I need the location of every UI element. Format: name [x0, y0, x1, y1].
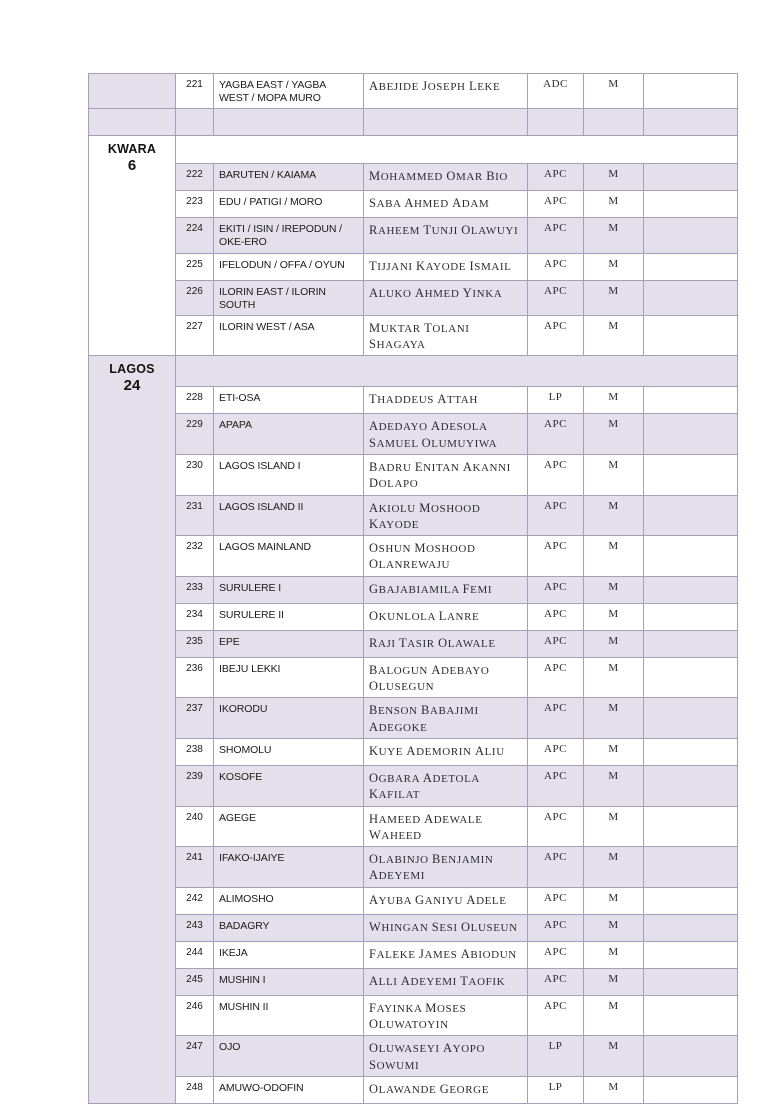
remarks-cell — [644, 315, 738, 356]
table-row — [89, 576, 738, 603]
table-row — [89, 280, 738, 315]
table-row — [89, 657, 738, 698]
serial-number-cell: 228 — [176, 387, 214, 414]
gender-cell: M — [584, 1076, 644, 1103]
gender-cell: M — [584, 1036, 644, 1077]
gender-cell: M — [584, 414, 644, 455]
candidate-cell: OLUWASEYI AYOPO SOWUMI — [364, 1036, 528, 1077]
serial-number-cell: 236 — [176, 657, 214, 698]
party-cell: APC — [528, 765, 584, 806]
serial-number-cell: 243 — [176, 914, 214, 941]
serial-number-cell: 245 — [176, 968, 214, 995]
table-row — [89, 414, 738, 455]
gender-cell: M — [584, 536, 644, 577]
remarks-cell — [644, 191, 738, 218]
constituency-cell: APAPA — [214, 414, 364, 455]
candidate-cell: OLABINJO BENJAMIN ADEYEMI — [364, 847, 528, 888]
gender-cell: M — [584, 387, 644, 414]
party-cell: APC — [528, 576, 584, 603]
constituency-cell: EDU / PATIGI / MORO — [214, 191, 364, 218]
gender-cell: M — [584, 941, 644, 968]
gender-cell: M — [584, 698, 644, 739]
remarks-cell — [644, 1036, 738, 1077]
gender-cell: M — [584, 806, 644, 847]
state-seat-count: 6 — [127, 157, 137, 175]
gender-cell: M — [584, 887, 644, 914]
candidate-cell: OLAWANDE GEORGE — [364, 1076, 528, 1103]
candidates-table — [88, 73, 738, 1104]
candidate-cell: OKUNLOLA LANRE — [364, 603, 528, 630]
constituency-cell: LAGOS ISLAND II — [214, 495, 364, 536]
constituency-cell: ALIMOSHO — [214, 887, 364, 914]
table-row — [89, 914, 738, 941]
remarks-cell — [644, 253, 738, 280]
constituency-cell: IKORODU — [214, 698, 364, 739]
serial-number-cell: 233 — [176, 576, 214, 603]
party-cell: ADC — [528, 74, 584, 109]
party-cell: APC — [528, 995, 584, 1036]
remarks-cell — [644, 657, 738, 698]
party-cell: APC — [528, 847, 584, 888]
party-cell: LP — [528, 1076, 584, 1103]
remarks-cell — [644, 698, 738, 739]
party-cell: APC — [528, 536, 584, 577]
remarks-cell — [644, 74, 738, 109]
remarks-cell — [644, 280, 738, 315]
table-row — [89, 253, 738, 280]
serial-number-cell: 230 — [176, 454, 214, 495]
party-cell: APC — [528, 630, 584, 657]
serial-number-cell: 240 — [176, 806, 214, 847]
serial-number-cell: 239 — [176, 765, 214, 806]
gender-cell: M — [584, 164, 644, 191]
candidate-cell: KUYE ADEMORIN ALIU — [364, 738, 528, 765]
serial-number-cell: 223 — [176, 191, 214, 218]
gender-cell: M — [584, 765, 644, 806]
candidate-cell: ALUKO AHMED YINKA — [364, 280, 528, 315]
serial-number-cell: 234 — [176, 603, 214, 630]
state-name: KWARA — [107, 142, 157, 157]
candidate-cell: AYUBA GANIYU ADELE — [364, 887, 528, 914]
constituency-cell: OJO — [214, 1036, 364, 1077]
remarks-cell — [644, 941, 738, 968]
constituency-cell: SHOMOLU — [214, 738, 364, 765]
serial-number-cell: 238 — [176, 738, 214, 765]
remarks-cell — [644, 914, 738, 941]
table-row — [89, 1076, 738, 1103]
candidate-cell: RAJI TASIR OLAWALE — [364, 630, 528, 657]
remarks-cell — [644, 968, 738, 995]
table-row — [89, 387, 738, 414]
constituency-cell: IKEJA — [214, 941, 364, 968]
constituency-cell: ILORIN EAST / ILORIN SOUTH — [214, 280, 364, 315]
gender-cell: M — [584, 576, 644, 603]
state-cell — [89, 74, 176, 109]
constituency-cell: BADAGRY — [214, 914, 364, 941]
serial-number-cell: 221 — [176, 74, 214, 109]
section-spacer-cell — [176, 136, 738, 164]
serial-number-cell: 222 — [176, 164, 214, 191]
candidate-cell: OSHUN MOSHOOD OLANREWAJU — [364, 536, 528, 577]
constituency-cell: LAGOS ISLAND I — [214, 454, 364, 495]
gender-cell: M — [584, 630, 644, 657]
candidate-cell: ALLI ADEYEMI TAOFIK — [364, 968, 528, 995]
table-row — [89, 454, 738, 495]
party-cell: APC — [528, 941, 584, 968]
party-cell: APC — [528, 414, 584, 455]
gender-cell: M — [584, 995, 644, 1036]
candidate-cell: MOHAMMED OMAR BIO — [364, 164, 528, 191]
constituency-cell: KOSOFE — [214, 765, 364, 806]
constituency-cell: LAGOS MAINLAND — [214, 536, 364, 577]
party-cell: APC — [528, 280, 584, 315]
party-cell: APC — [528, 603, 584, 630]
candidate-cell: THADDEUS ATTAH — [364, 387, 528, 414]
serial-number-cell: 246 — [176, 995, 214, 1036]
candidate-cell: MUKTAR TOLANI SHAGAYA — [364, 315, 528, 356]
gender-cell: M — [584, 74, 644, 109]
table-row — [89, 218, 738, 253]
candidate-cell: GBAJABIAMILA FEMI — [364, 576, 528, 603]
constituency-cell: AMUWO-ODOFIN — [214, 1076, 364, 1103]
constituency-cell: ILORIN WEST / ASA — [214, 315, 364, 356]
state-cell — [89, 109, 176, 136]
section-spacer-cell — [176, 356, 738, 387]
constituency-cell: YAGBA EAST / YAGBA WEST / MOPA MURO — [214, 74, 364, 109]
table-row — [89, 1036, 738, 1077]
gender-cell: M — [584, 454, 644, 495]
party-cell: APC — [528, 657, 584, 698]
gender-cell: M — [584, 914, 644, 941]
remarks-cell — [644, 995, 738, 1036]
remarks-cell — [644, 164, 738, 191]
gender-cell: M — [584, 191, 644, 218]
serial-number-cell: 237 — [176, 698, 214, 739]
table-row — [89, 164, 738, 191]
party-cell: APC — [528, 315, 584, 356]
table-row — [89, 136, 738, 164]
candidate-cell: BALOGUN ADEBAYO OLUSEGUN — [364, 657, 528, 698]
table-row — [89, 887, 738, 914]
party-cell: APC — [528, 253, 584, 280]
party-cell: APC — [528, 495, 584, 536]
candidate-cell: FALEKE JAMES ABIODUN — [364, 941, 528, 968]
party-cell: APC — [528, 164, 584, 191]
table-row — [89, 968, 738, 995]
party-cell: APC — [528, 698, 584, 739]
remarks-cell — [644, 887, 738, 914]
gender-cell — [584, 109, 644, 136]
serial-number-cell: 232 — [176, 536, 214, 577]
constituency-cell: IBEJU LEKKI — [214, 657, 364, 698]
gender-cell: M — [584, 280, 644, 315]
candidate-cell: OGBARA ADETOLA KAFILAT — [364, 765, 528, 806]
remarks-cell — [644, 109, 738, 136]
table-row — [89, 315, 738, 356]
remarks-cell — [644, 387, 738, 414]
candidate-cell: ABEJIDE JOSEPH LEKE — [364, 74, 528, 109]
constituency-cell: IFELODUN / OFFA / OYUN — [214, 253, 364, 280]
table-row — [89, 995, 738, 1036]
party-cell: APC — [528, 454, 584, 495]
gender-cell: M — [584, 495, 644, 536]
gender-cell: M — [584, 315, 644, 356]
party-cell: LP — [528, 1036, 584, 1077]
remarks-cell — [644, 738, 738, 765]
candidate-cell: HAMEED ADEWALE WAHEED — [364, 806, 528, 847]
constituency-cell: EKITI / ISIN / IREPODUN / OKE-ERO — [214, 218, 364, 253]
serial-number-cell: 241 — [176, 847, 214, 888]
party-cell: APC — [528, 887, 584, 914]
table-row — [89, 698, 738, 739]
serial-number-cell: 227 — [176, 315, 214, 356]
table-row — [89, 603, 738, 630]
candidate-cell — [364, 109, 528, 136]
table-row — [89, 765, 738, 806]
table-row — [89, 191, 738, 218]
constituency-cell — [214, 109, 364, 136]
table-row — [89, 847, 738, 888]
remarks-cell — [644, 603, 738, 630]
candidate-cell: BADRU ENITAN AKANNI DOLAPO — [364, 454, 528, 495]
table-body — [89, 74, 738, 1104]
candidate-cell: FAYINKA MOSES OLUWATOYIN — [364, 995, 528, 1036]
state-name: LAGOS — [109, 362, 155, 377]
serial-number-cell: 226 — [176, 280, 214, 315]
serial-number-cell: 242 — [176, 887, 214, 914]
gender-cell: M — [584, 253, 644, 280]
serial-number-cell: 224 — [176, 218, 214, 253]
gender-cell: M — [584, 603, 644, 630]
serial-number-cell: 244 — [176, 941, 214, 968]
remarks-cell — [644, 414, 738, 455]
remarks-cell — [644, 536, 738, 577]
table-row — [89, 495, 738, 536]
serial-number-cell: 247 — [176, 1036, 214, 1077]
gender-cell: M — [584, 738, 644, 765]
remarks-cell — [644, 847, 738, 888]
table-row — [89, 109, 738, 136]
constituency-cell: MUSHIN II — [214, 995, 364, 1036]
constituency-cell: ETI-OSA — [214, 387, 364, 414]
constituency-cell: SURULERE I — [214, 576, 364, 603]
constituency-cell: SURULERE II — [214, 603, 364, 630]
remarks-cell — [644, 454, 738, 495]
candidate-cell: RAHEEM TUNJI OLAWUYI — [364, 218, 528, 253]
party-cell: APC — [528, 218, 584, 253]
gender-cell: M — [584, 847, 644, 888]
remarks-cell — [644, 1076, 738, 1103]
gender-cell: M — [584, 218, 644, 253]
party-cell — [528, 109, 584, 136]
constituency-cell: EPE — [214, 630, 364, 657]
party-cell: APC — [528, 914, 584, 941]
party-cell: APC — [528, 191, 584, 218]
constituency-cell: AGEGE — [214, 806, 364, 847]
candidate-cell: AKIOLU MOSHOOD KAYODE — [364, 495, 528, 536]
state-seat-count: 24 — [123, 377, 141, 395]
table-row — [89, 941, 738, 968]
constituency-cell: BARUTEN / KAIAMA — [214, 164, 364, 191]
remarks-cell — [644, 495, 738, 536]
table-row — [89, 536, 738, 577]
serial-number-cell: 225 — [176, 253, 214, 280]
constituency-cell: IFAKO-IJAIYE — [214, 847, 364, 888]
remarks-cell — [644, 218, 738, 253]
candidate-cell: ADEDAYO ADESOLA SAMUEL OLUMUYIWA — [364, 414, 528, 455]
state-cell — [89, 356, 176, 1104]
state-cell — [89, 136, 176, 356]
remarks-cell — [644, 630, 738, 657]
table-row — [89, 806, 738, 847]
table-row — [89, 74, 738, 109]
candidate-cell: TIJJANI KAYODE ISMAIL — [364, 253, 528, 280]
remarks-cell — [644, 765, 738, 806]
candidate-cell: SABA AHMED ADAM — [364, 191, 528, 218]
party-cell: APC — [528, 738, 584, 765]
candidate-cell: WHINGAN SESI OLUSEUN — [364, 914, 528, 941]
table-row — [89, 630, 738, 657]
serial-number-cell — [176, 109, 214, 136]
constituency-cell: MUSHIN I — [214, 968, 364, 995]
party-cell: APC — [528, 968, 584, 995]
remarks-cell — [644, 576, 738, 603]
serial-number-cell: 229 — [176, 414, 214, 455]
serial-number-cell: 231 — [176, 495, 214, 536]
table-row — [89, 356, 738, 387]
serial-number-cell: 248 — [176, 1076, 214, 1103]
table-row — [89, 738, 738, 765]
gender-cell: M — [584, 968, 644, 995]
serial-number-cell: 235 — [176, 630, 214, 657]
remarks-cell — [644, 806, 738, 847]
party-cell: APC — [528, 806, 584, 847]
candidate-cell: BENSON BABAJIMI ADEGOKE — [364, 698, 528, 739]
gender-cell: M — [584, 657, 644, 698]
party-cell: LP — [528, 387, 584, 414]
